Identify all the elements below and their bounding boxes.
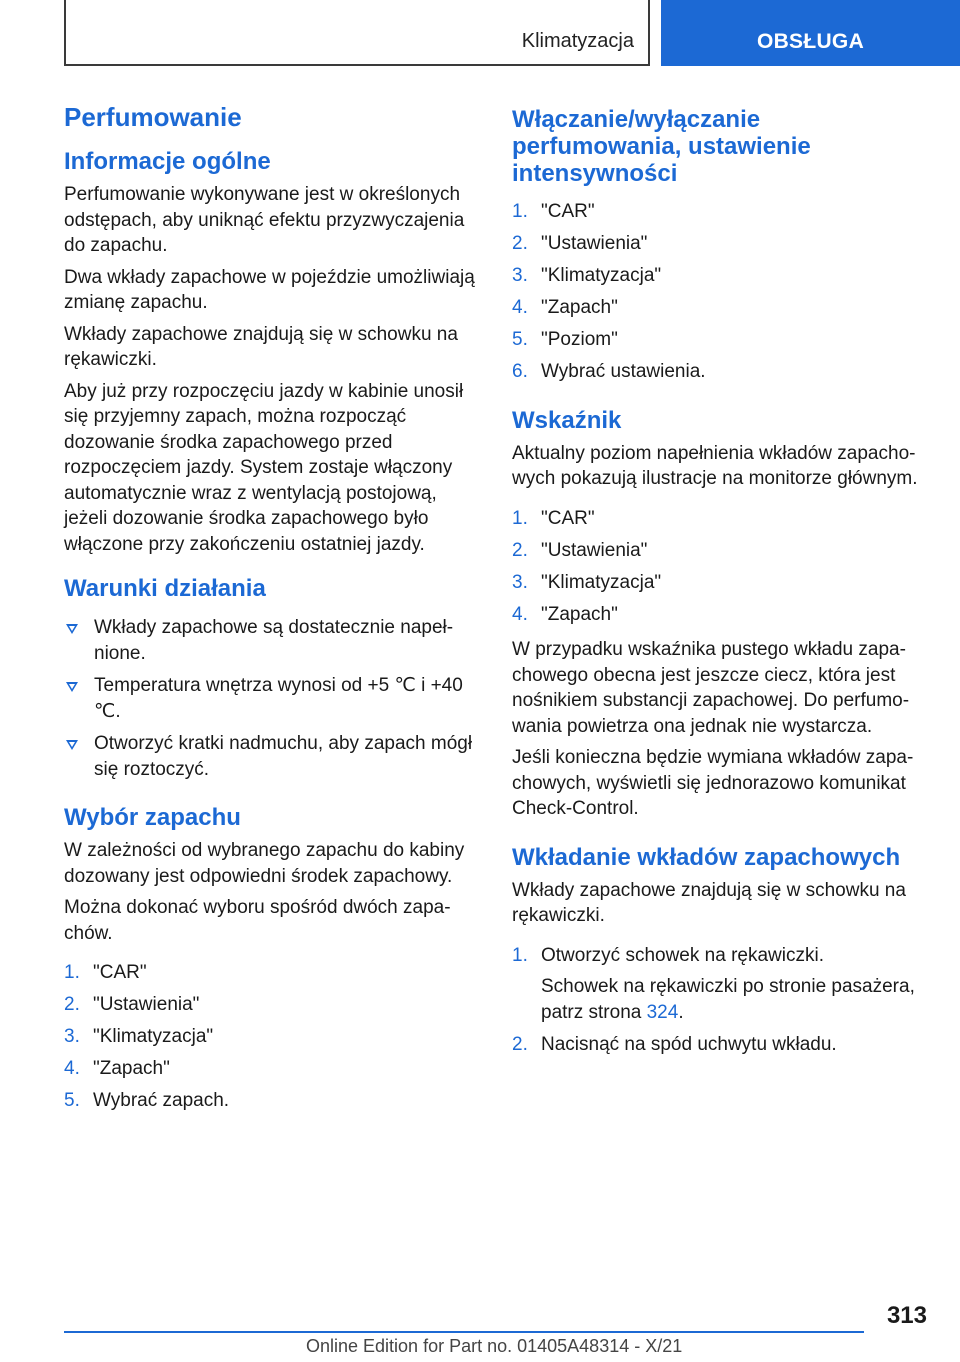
triangle-bullet-icon <box>66 624 78 634</box>
list-item: 4. "Zapach" <box>512 603 618 625</box>
list-item: 2. "Ustawienia" <box>64 994 200 1015</box>
heading-toggle: Włączanie/wyłączanie perfumowania, ustawienie intensywności <box>512 106 811 187</box>
header-frame <box>64 0 650 66</box>
list-item: 1. "CAR" <box>64 962 147 983</box>
list-item: 6. Wybrać ustawienia. <box>512 361 706 382</box>
selection-steps <box>64 960 480 1114</box>
right-column <box>512 100 922 1067</box>
toggle-steps <box>512 199 922 385</box>
step-note: Schowek na rękawiczki po stronie pasażera, patrz strona 324. <box>541 976 915 1023</box>
heading-selection: Wybór zapachu <box>64 804 241 831</box>
list-item: Wkłady zapachowe są dostatecznie napełnione. <box>64 615 480 666</box>
list-item: 2. "Ustawienia" <box>512 233 648 254</box>
paragraph: Dwa wkłady zapachowe w pojeździe umożliwiają zmianę zapachu. <box>64 266 475 313</box>
paragraph: Aby już przy rozpoczęciu jazdy w kabinie unosił się przyjemny zapach, można rozpocząć dozowanie środka zapachowego przed rozpoczęciem jazdy. System zostaje włączony automatycznie wraz z wentylacją postojową, jeżeli dozowanie środka zapachowego było włączone przy zakończeniu ostatniej jazdy. <box>64 380 464 555</box>
insert-steps <box>512 943 922 1058</box>
paragraph: Wkłady zapachowe znajdują się w schowku na rękawiczki. <box>512 879 906 926</box>
paragraph: Wkłady zapachowe znajdują się w schowku na rękawiczki. <box>64 323 458 370</box>
paragraph: W zależności od wybranego zapachu do kabiny dozowany jest odpowiedni środek zapachowy. <box>64 840 465 887</box>
list-item: 3. "Klimatyzacja" <box>512 571 662 593</box>
paragraph: W przypadku wskaźnika pustego wkładu zapachowego obecna jest jeszcze ciecz, która jest nośnikiem substancji zapachowej. Do perfumowania powietrza ona jednak nie wystarcza. <box>512 639 910 737</box>
paragraph: Można dokonać wyboru spośród dwóch zapachów. <box>64 897 451 944</box>
list-item: 3. "Klimatyzacja" <box>64 1026 214 1047</box>
list-item: 4. "Zapach" <box>64 1058 170 1079</box>
list-item: 1. "CAR" <box>512 201 595 222</box>
page-link[interactable]: 324 <box>646 1001 679 1023</box>
heading-indicator: Wskaźnik <box>512 406 622 434</box>
list-item: 4. "Zapach" <box>512 297 618 318</box>
indicator-steps <box>512 506 922 628</box>
conditions-list <box>64 615 480 782</box>
footer-edition: Online Edition for Part no. 01405A48314 - X/21 <box>306 1336 683 1356</box>
footer-divider <box>64 1331 864 1333</box>
list-item: 2. "Ustawienia" <box>512 539 648 561</box>
triangle-bullet-icon <box>66 740 78 750</box>
list-item: Otworzyć kratki nadmuchu, aby zapach mógł się roztoczyć. <box>64 731 480 782</box>
list-item: 1. "CAR" <box>512 507 595 529</box>
paragraph: Jeśli konieczna będzie wymiana wkładów zapachowych, wyświetli się jednorazowo komunikat Check-Control. <box>512 747 914 819</box>
list-item: 2. Nacisnąć na spód uchwytu wkładu. <box>512 1033 837 1055</box>
list-item: 5. "Poziom" <box>512 329 618 350</box>
page-title: Perfumowanie <box>64 102 242 132</box>
triangle-bullet-icon <box>66 682 78 692</box>
heading-insert: Wkładanie wkładów zapachowych <box>512 843 901 871</box>
heading-general: Informacje ogólne <box>64 148 271 175</box>
list-item: 3. "Klimatyzacja" <box>512 265 662 286</box>
heading-conditions: Warunki działania <box>64 575 266 602</box>
left-column <box>64 100 480 1124</box>
header-chapter-label: OBSŁUGA <box>756 30 865 53</box>
paragraph: Perfumowanie wykonywane jest w określonych odstępach, aby uniknąć efektu przyzwyczajenia do zapachu. <box>64 184 465 256</box>
header-chapter-tab[interactable] <box>661 0 960 66</box>
list-item: 5. Wybrać zapach. <box>64 1090 230 1111</box>
header-section-title: Klimatyzacja <box>521 30 634 52</box>
paragraph: Aktualny poziom napełnienia wkładów zapachowych pokazują ilustracje na monitorze głównym. <box>512 442 918 489</box>
page-number: 313 <box>886 1302 927 1329</box>
list-item: 1. Otworzyć schowek na rękawiczki. Schowek na rękawiczki po stronie pasażera, patrz strona 324. <box>512 943 922 1026</box>
list-item: Temperatura wnętrza wynosi od +5 ℃ i +40 ℃. <box>64 673 480 724</box>
